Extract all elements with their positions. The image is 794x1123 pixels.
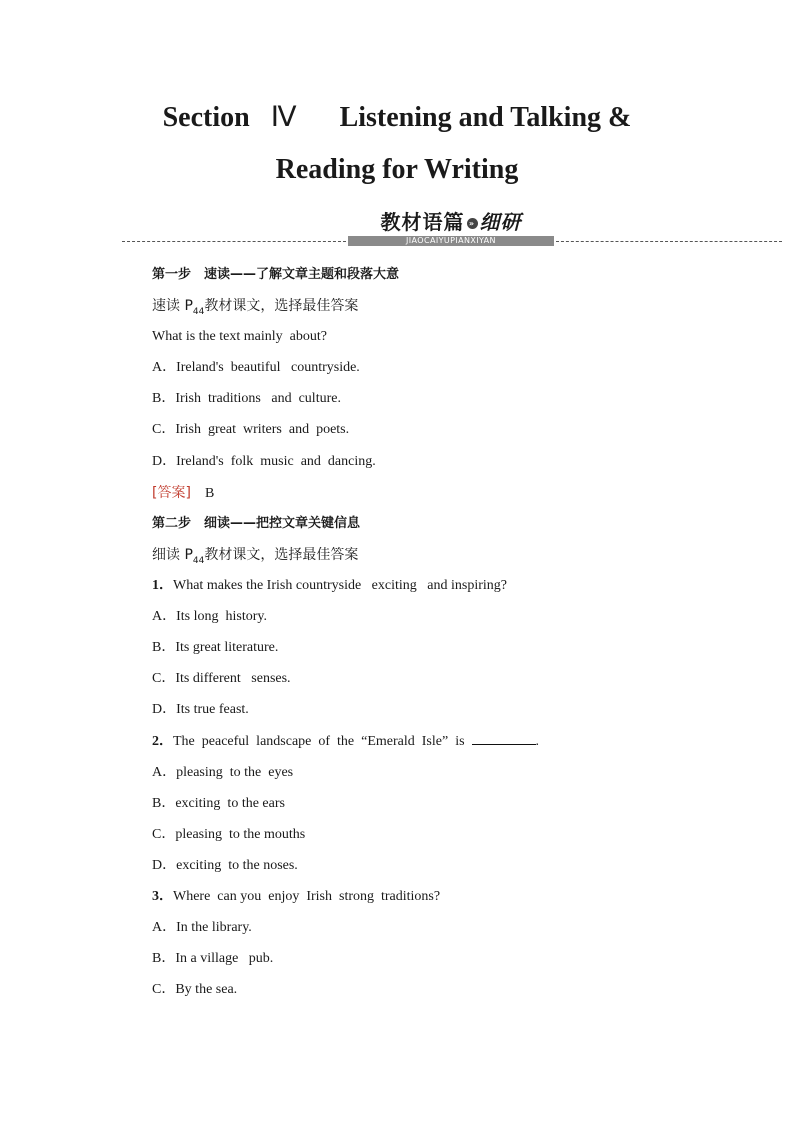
step1-option-b: B．Irish traditions and culture. bbox=[152, 391, 341, 407]
q2-text-b: . bbox=[535, 734, 540, 750]
step1-option-d: D．Ireland's folk music and dancing. bbox=[152, 453, 376, 469]
banner-divider-left bbox=[122, 241, 346, 242]
answer-blank bbox=[472, 730, 536, 745]
q1-text: What makes the Irish countryside exciting and inspiring? bbox=[173, 577, 507, 593]
step2-page-sub: 44 bbox=[192, 555, 205, 566]
q3-option-b: B．In a village pub. bbox=[152, 951, 274, 967]
q2-number: 2． bbox=[152, 734, 173, 750]
section-title-line2: Reading for Writing bbox=[275, 154, 519, 185]
q1-option-d: D．Its true feast. bbox=[152, 702, 249, 718]
banner-heading bbox=[346, 206, 556, 235]
q1-option-a: A．Its long history. bbox=[152, 609, 267, 625]
section-banner bbox=[0, 206, 794, 252]
banner-divider-right bbox=[556, 241, 782, 242]
step2-instruction-b: 教材课文，选择最佳答案 bbox=[204, 546, 359, 563]
section-number: Ⅳ bbox=[270, 102, 297, 133]
step1-option-c: C．Irish great writers and poets. bbox=[152, 422, 350, 438]
section-title-text: Listening and Talking & bbox=[339, 102, 632, 133]
step1-question: What is the text mainly about? bbox=[152, 329, 327, 345]
q3-text: Where can you enjoy Irish strong traditions? bbox=[173, 888, 441, 904]
banner-heading-b: 细研 bbox=[479, 210, 522, 234]
q3-stem bbox=[152, 886, 752, 917]
step1-option-a: A．Ireland's beautiful countryside. bbox=[152, 360, 360, 376]
q2-option-d: D．exciting to the noses. bbox=[152, 857, 298, 873]
q2-option-a: A．pleasing to the eyes bbox=[152, 764, 294, 780]
step1-heading: 第一步 速读——了解文章主题和段落大意 bbox=[152, 267, 400, 282]
section-label: Section bbox=[162, 102, 250, 133]
step2-instruction bbox=[152, 544, 752, 575]
q3-option-a: A．In the library. bbox=[152, 919, 252, 935]
document-body bbox=[152, 264, 752, 1010]
q2-option-b: B．exciting to the ears bbox=[152, 795, 285, 811]
q3-option-c: C．By the sea. bbox=[152, 982, 238, 998]
q1-stem bbox=[152, 575, 752, 606]
banner-pinyin: JIAOCAIYUPIANXIYAN bbox=[348, 236, 554, 246]
section-title-line1 bbox=[0, 100, 794, 134]
step1-instruction-a: 速读 P bbox=[152, 298, 193, 315]
answer-value: B bbox=[204, 485, 215, 501]
step1-instruction bbox=[152, 295, 752, 326]
q2-option-c: C．pleasing to the mouths bbox=[152, 826, 306, 842]
q3-number: 3． bbox=[152, 888, 173, 904]
q2-text-a: The peaceful landscape of the “Emerald Isle” is bbox=[173, 734, 472, 750]
step1-answer bbox=[152, 482, 752, 513]
step2-instruction-a: 细读 P bbox=[152, 546, 193, 563]
banner-heading-a: 教材语篇 bbox=[380, 210, 465, 234]
arrow-icon: » bbox=[467, 218, 478, 229]
q1-number: 1． bbox=[152, 577, 173, 593]
q1-option-b: B．Its great literature. bbox=[152, 640, 279, 656]
step1-page-sub: 44 bbox=[192, 306, 205, 317]
q1-option-c: C．Its different senses. bbox=[152, 671, 291, 687]
q2-stem bbox=[152, 730, 752, 761]
step1-instruction-b: 教材课文，选择最佳答案 bbox=[204, 298, 359, 315]
step2-heading: 第二步 细读——把控文章关键信息 bbox=[152, 515, 361, 531]
answer-label: [答案] bbox=[152, 484, 191, 501]
